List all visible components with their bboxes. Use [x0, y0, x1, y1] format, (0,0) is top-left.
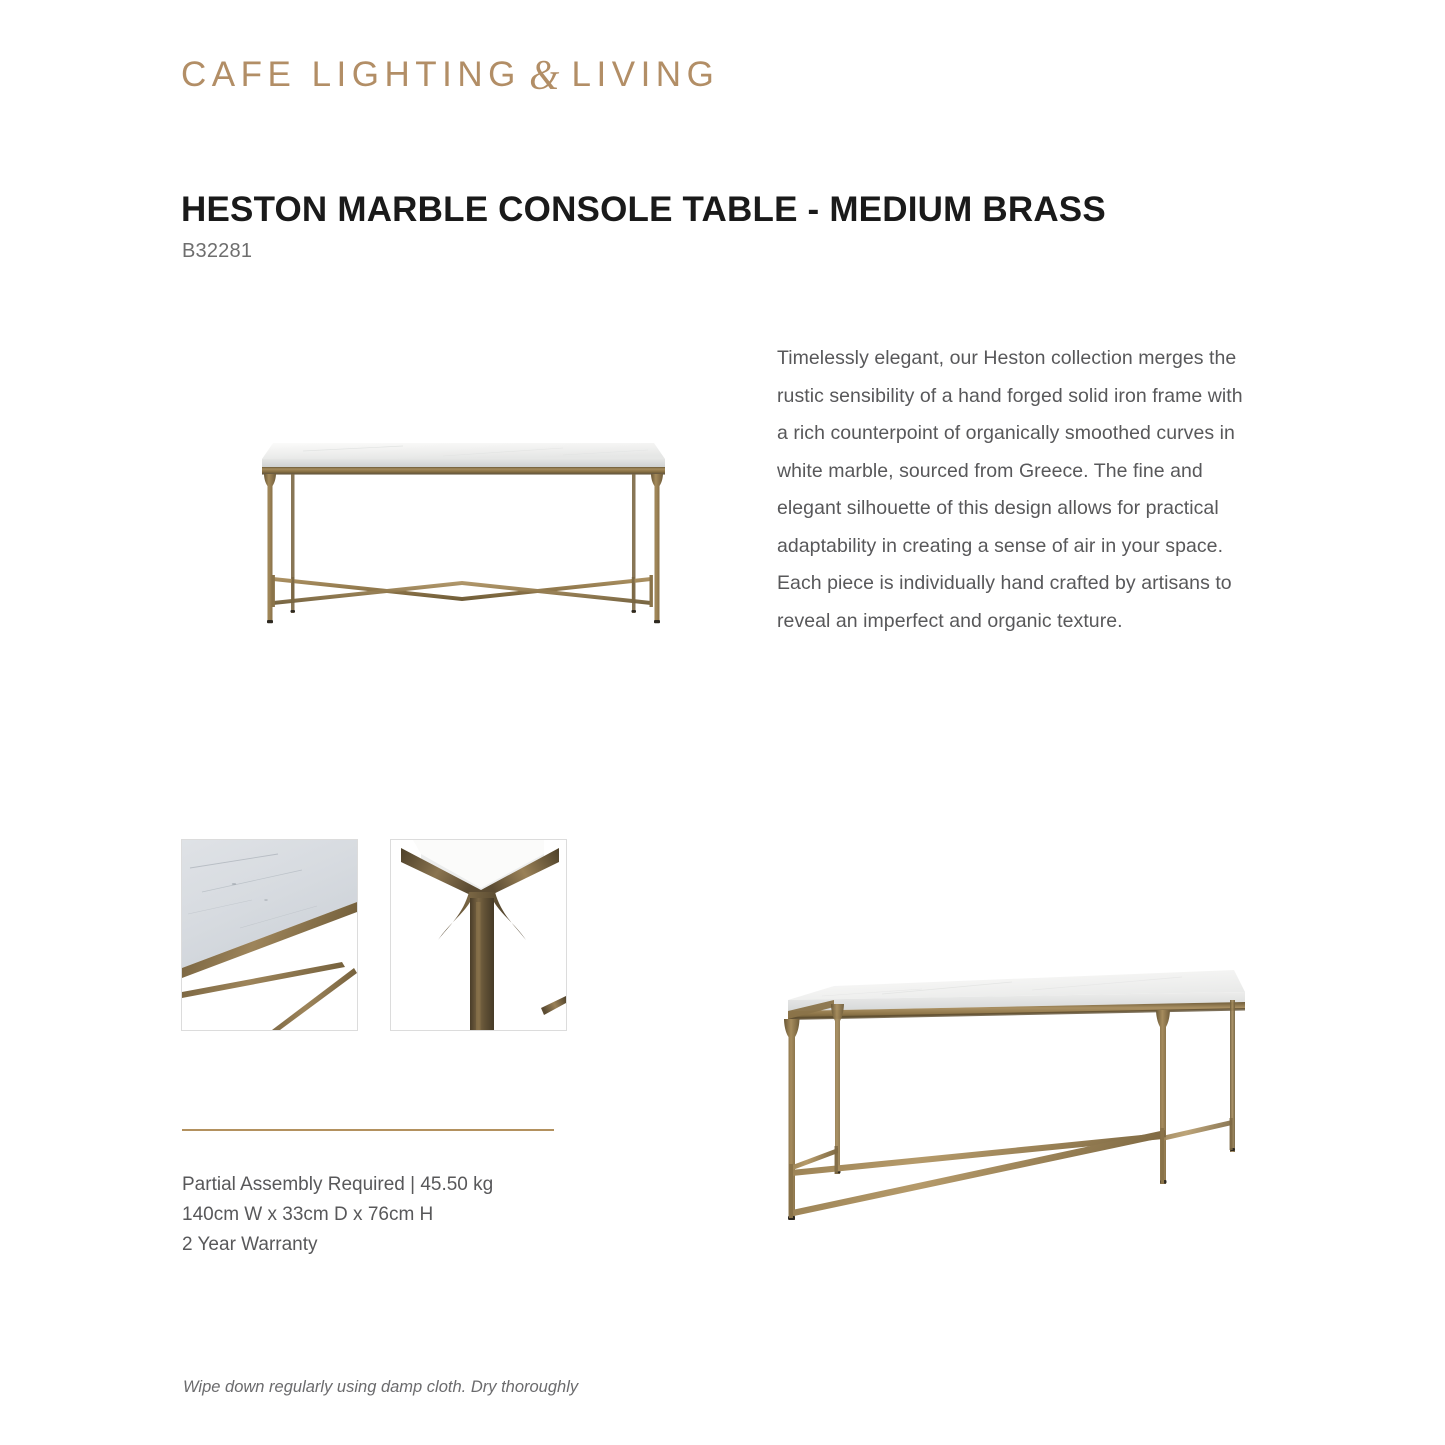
spec-assembly-weight: Partial Assembly Required | 45.50 kg	[182, 1174, 494, 1195]
section-divider	[182, 1129, 554, 1131]
care-instructions: Wipe down regularly using damp cloth. Dry thoroughly	[183, 1378, 579, 1396]
brand-logo	[181, 52, 720, 99]
brand-wordmark-secondary: LIVING	[571, 55, 720, 94]
spec-warranty: 2 Year Warranty	[182, 1234, 318, 1255]
product-sku: B32281	[182, 240, 253, 262]
specifications-block	[182, 1170, 493, 1260]
ampersand-icon: &	[529, 53, 560, 99]
detail-photo-marble-top[interactable]	[181, 839, 358, 1031]
detail-photo-leg-joint[interactable]	[390, 839, 567, 1031]
product-photo-angled	[762, 948, 1254, 1290]
page-title: HESTON MARBLE CONSOLE TABLE - MEDIUM BRASS	[181, 190, 1106, 229]
product-photo-front	[233, 415, 693, 685]
spec-dimensions: 140cm W x 33cm D x 76cm H	[182, 1204, 434, 1225]
brand-wordmark-primary: CAFE LIGHTING	[181, 55, 521, 94]
product-description: Timelessly elegant, our Heston collection merges the rustic sensibility of a hand forged solid iron frame with a rich counterpoint of organically smoothed curves in white marble, sourced from Greece. The fine and elegant silhouette of this design allows for practical adaptability in creating a sense of air in your space. Each piece is individually hand crafted by artisans to reveal an imperfect and organic texture.	[777, 347, 1243, 632]
